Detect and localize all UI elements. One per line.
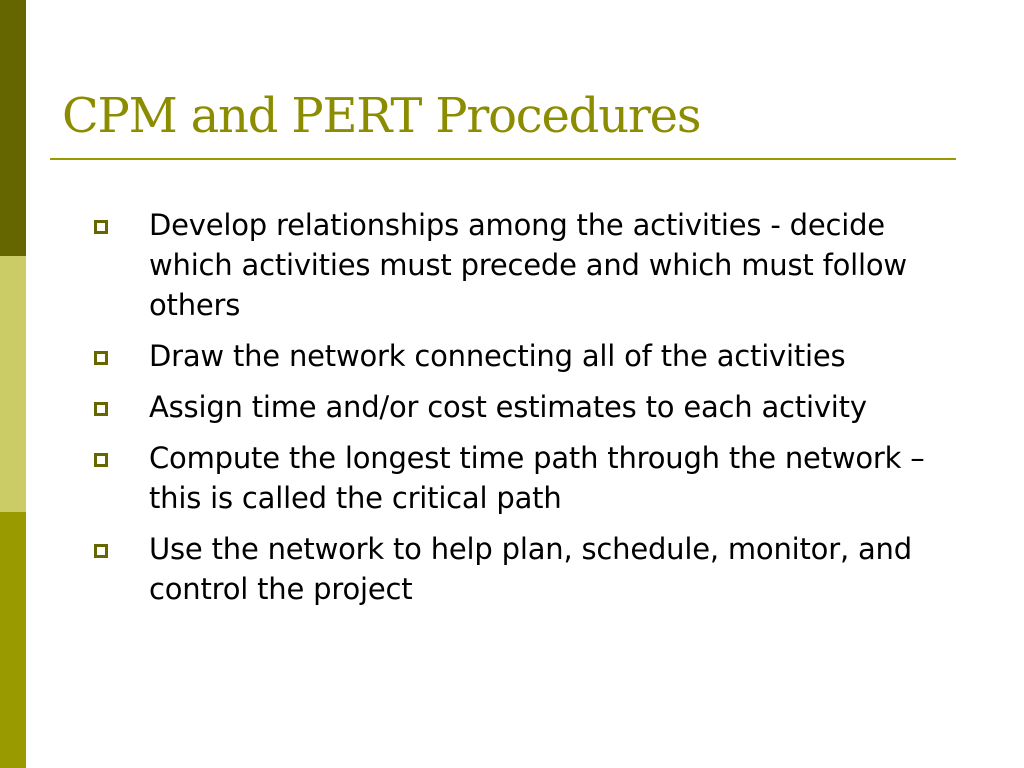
sidebar-accent-bottom: [0, 512, 26, 768]
bullet-text: Draw the network connecting all of the activities: [149, 339, 846, 373]
sidebar-accent-middle: [0, 256, 26, 512]
bullet-item: [90, 387, 970, 427]
slide-title: CPM and PERT Procedures: [62, 88, 701, 144]
bullet-text: Use the network to help plan, schedule, monitor, and control the project: [149, 532, 912, 606]
bullet-text: Develop relationships among the activities - decide which activities must precede and which must follow others: [149, 208, 907, 322]
bullet-item: [90, 529, 970, 609]
bullet-item: [90, 336, 970, 376]
bullet-list: [90, 205, 970, 620]
bullet-text: Compute the longest time path through the network – this is called the critical path: [149, 441, 925, 515]
bullet-text: Assign time and/or cost estimates to each activity: [149, 390, 867, 424]
hollow-square-icon: [94, 402, 108, 416]
bullet-item: [90, 438, 970, 518]
hollow-square-icon: [94, 220, 108, 234]
title-divider: [50, 158, 956, 160]
sidebar-accent-top: [0, 0, 26, 256]
hollow-square-icon: [94, 544, 108, 558]
hollow-square-icon: [94, 351, 108, 365]
hollow-square-icon: [94, 453, 108, 467]
bullet-item: [90, 205, 970, 325]
